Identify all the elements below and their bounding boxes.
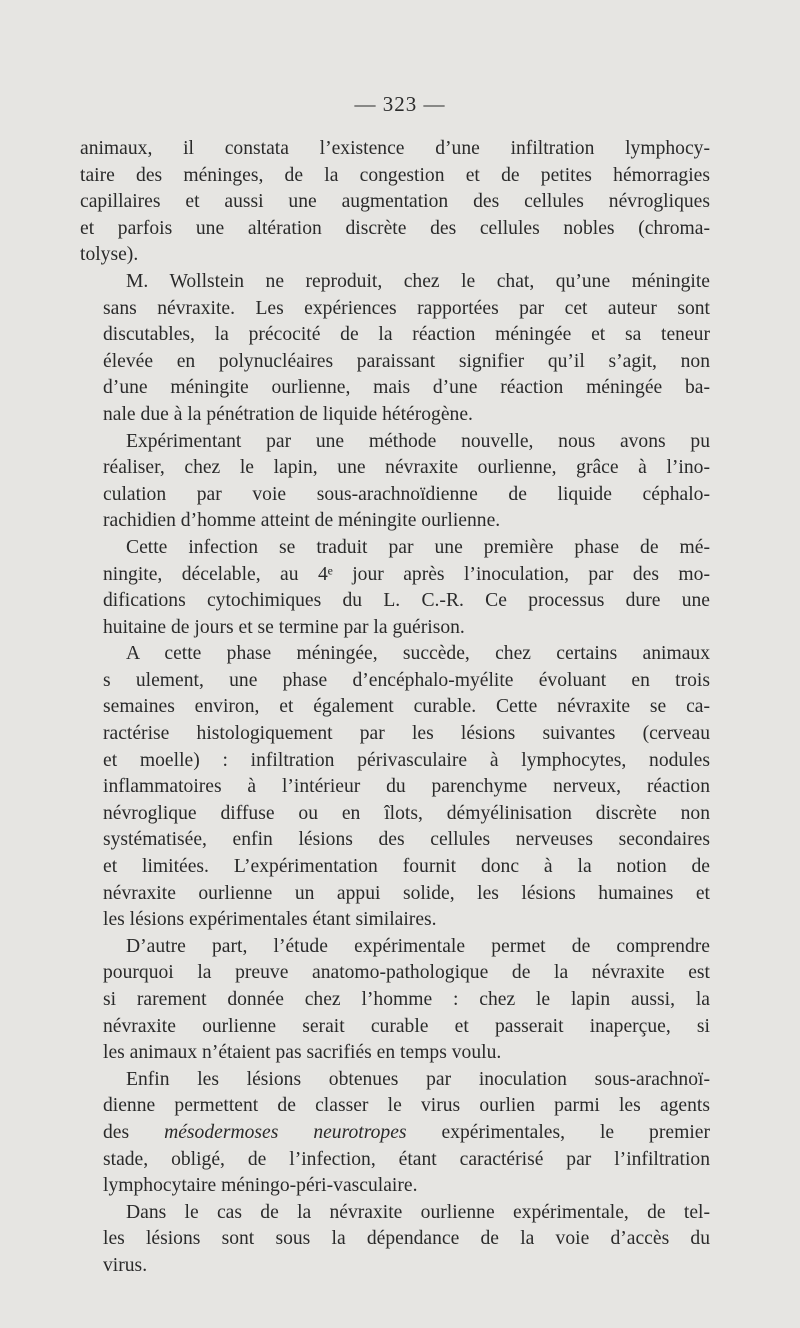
text-line: virus.	[103, 1254, 148, 1276]
body-text	[80, 136, 710, 1280]
paragraph-7	[80, 1067, 710, 1200]
text-line: les lésions sont sous la dépendance de la voie d’accès du	[103, 1228, 710, 1250]
text-line: inflammatoires à l’intérieur du parenchyme nerveux, réaction	[103, 776, 710, 798]
text-line: d’une méningite ourlienne, mais d’une réaction méningée ba-	[103, 377, 710, 399]
text-line-mixed	[80, 1120, 710, 1147]
text-line: ractérise histologiquement par les lésions suivantes (cerveau	[103, 723, 710, 745]
paragraph-4	[80, 535, 710, 641]
paragraph-3	[80, 429, 710, 535]
paragraph-8	[80, 1200, 710, 1280]
text-line: rachidien d’homme atteint de méningite ourlienne.	[103, 510, 501, 532]
text-line: animaux, il constata l’existence d’une infiltration lymphocy-	[80, 138, 710, 159]
text-line: si rarement donnée chez l’homme : chez le lapin aussi, la	[103, 989, 710, 1010]
text-line: culation par voie sous-arachnoïdienne de liquide céphalo-	[103, 483, 710, 505]
text-line: taire des méninges, de la congestion et de petites hémorragies	[80, 164, 710, 186]
text-line: ningite, décelable, au 4ᵉ jour après l’inoculation, par des mo-	[103, 563, 710, 585]
text-run: expérimentales, le premier	[406, 1121, 710, 1143]
text-line: dienne permettent de classer le virus ourlien parmi les agents	[103, 1095, 710, 1117]
text-line: névroglique diffuse ou en îlots, démyélinisation discrète non	[103, 802, 710, 824]
text-line: réaliser, chez le lapin, une névraxite ourlienne, grâce à l’ino-	[103, 457, 710, 479]
paragraph-1	[80, 136, 710, 269]
text-line: névraxite ourlienne serait curable et passerait inaperçue, si	[103, 1015, 710, 1037]
text-line: s ulement, une phase d’encéphalo-myélite évoluant en trois	[103, 669, 710, 691]
text-line: et moelle) : infiltration périvasculaire à lymphocytes, nodules	[103, 749, 710, 771]
text-line: les animaux n’étaient pas sacrifiés en temps voulu.	[103, 1042, 502, 1064]
text-line: semaines environ, et également curable. Cette névraxite se ca-	[103, 696, 710, 718]
text-line: discutables, la précocité de la réaction méningée et sa teneur	[103, 324, 710, 346]
paragraph-5	[80, 641, 710, 934]
text-line: Cette infection se traduit par une première phase de mé-	[126, 536, 710, 558]
text-line: et parfois une altération discrète des cellules nobles (chroma-	[80, 217, 710, 239]
page-number: — 323 —	[354, 92, 446, 116]
text-line: difications cytochimiques du L. C.-R. Ce processus dure une	[103, 590, 710, 612]
text-line: les lésions expérimentales étant similaires.	[103, 909, 437, 931]
italic-term: mésodermoses neurotropes	[164, 1121, 407, 1143]
text-line: capillaires et aussi une augmentation des cellules névrogliques	[80, 191, 710, 213]
text-line: huitaine de jours et se termine par la guérison.	[103, 616, 465, 638]
text-line: sans névraxite. Les expériences rapportées par cet auteur sont	[103, 297, 710, 319]
text-line: M. Wollstein ne reproduit, chez le chat, qu’une méningite	[126, 270, 710, 292]
paragraph-6	[80, 934, 710, 1067]
text-line: Enfin les lésions obtenues par inoculation sous-arachnoï-	[126, 1068, 710, 1090]
text-line: pourquoi la preuve anatomo-pathologique de la névraxite est	[103, 962, 710, 984]
text-line: et limitées. L’expérimentation fournit donc à la notion de	[103, 856, 710, 878]
text-line: A cette phase méningée, succède, chez certains animaux	[126, 643, 710, 665]
text-line: névraxite ourlienne un appui solide, les lésions humaines et	[103, 882, 710, 904]
paragraph-2	[80, 269, 710, 429]
text-line: tolyse).	[80, 244, 139, 266]
text-line: Expérimentant par une méthode nouvelle, nous avons pu	[126, 430, 710, 452]
text-line: nale due à la pénétration de liquide hétérogène.	[103, 403, 473, 425]
text-line: Dans le cas de la névraxite ourlienne expérimentale, de tel-	[126, 1201, 710, 1223]
text-line: D’autre part, l’étude expérimentale permet de comprendre	[126, 935, 710, 957]
text-line: élevée en polynucléaires paraissant signifier qu’il s’agit, non	[103, 350, 710, 372]
text-run: des	[103, 1121, 165, 1143]
text-line: stade, obligé, de l’infection, étant caractérisé par l’infiltration	[103, 1148, 710, 1170]
text-line: lymphocytaire méningo-péri-vasculaire.	[103, 1175, 418, 1197]
text-line: systématisée, enfin lésions des cellules nerveuses secondaires	[103, 829, 710, 851]
